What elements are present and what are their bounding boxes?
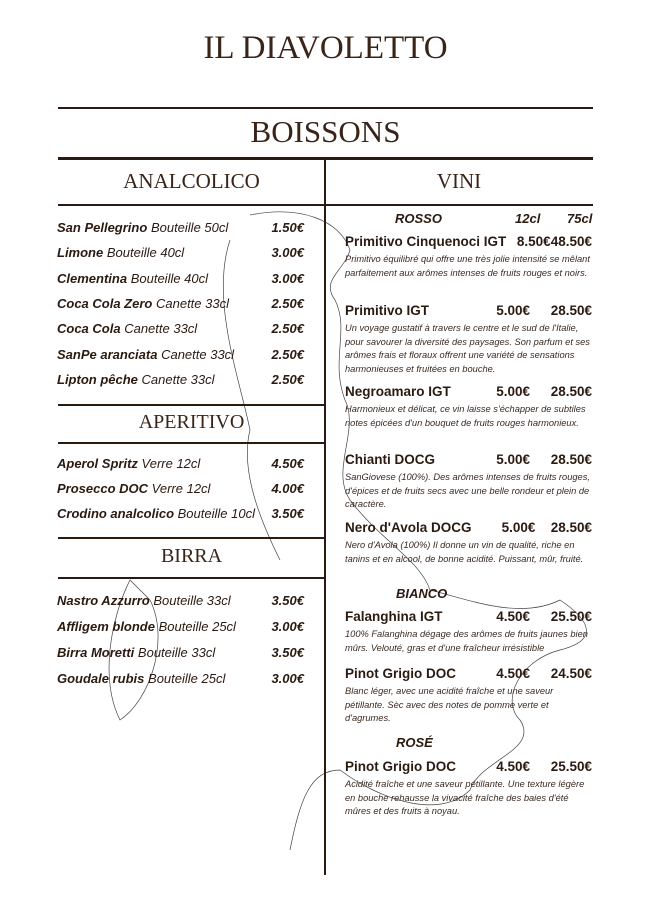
wine-price-glass: 4.50€ [496,609,530,624]
drink-size: Canette 33cl [141,371,215,387]
drink-item [57,619,304,634]
divider [58,442,325,444]
drink-name: Crodino analcolico [57,506,175,521]
wine-name: Nero d'Avola DOCG [345,520,472,535]
wine-description: Harmonieux et délicat, ce vin laisse s'échapper de subtiles notes épicées d'un bouquet de fruits rouges harmonieux. [345,404,586,428]
divider [58,404,325,406]
drink-size: Bouteille 33cl [153,593,231,608]
drink-price: 3.50€ [271,593,304,608]
bianco-heading: BIANCO [396,586,448,601]
wine-description: Nero d'Avola (100%) Il donne un vin de qualité, riche en tanins et en alcool, de bonne acidité. Puissant, mûr, fruité. [345,540,584,564]
wine-price-glass: 5.00€ [496,384,530,399]
wine-price-glass: 4.50€ [496,666,530,681]
column-divider [324,158,326,875]
wine-item [345,666,592,726]
drink-name: Coca Cola Zero [57,295,153,311]
drink-size: Bouteille 50cl [150,220,229,235]
wine-description: 100% Falanghina dégage des arômes de fruits jaunes bien mûrs. Velouté, gras et d'une fraîcheur irrésistible [345,629,588,653]
wine-item [345,303,592,376]
drink-name: Lipton pêche [57,371,138,387]
drink-item [57,271,304,286]
wine-name: Primitivo Cinquenoci IGT [345,234,507,249]
drink-name: San Pellegrino [57,220,148,235]
wine-price-bottle: 28.50€ [550,303,592,318]
drink-item [57,372,304,387]
rosso-heading: ROSSO [395,211,442,226]
col-12cl: 12cl [515,211,541,226]
drink-price: 2.50€ [271,321,304,337]
divider [58,577,325,579]
drink-item [57,671,304,686]
wine-price-bottle: 28.50€ [550,384,592,399]
col-75cl: 75cl [567,211,593,226]
drink-item [57,347,304,362]
wine-item [345,234,592,280]
drink-name: Goudale rubis [57,671,145,686]
drink-item [57,321,304,336]
wine-name: Pinot Grigio DOC [345,759,456,774]
wine-item [345,609,592,655]
wine-description: Un voyage gustatif à travers le centre et le sud de l'Italie, pour savourer la diversité des paysages. Son parfum et ses arômes frais et floraux offrent une variété de sensations harmonieuses et fruitées en bouche. [345,323,590,374]
wine-price-bottle: 25.50€ [550,609,592,624]
wine-price-bottle: 48.50€ [550,234,592,249]
vini-heading: VINI [436,169,482,193]
birra-heading: BIRRA [160,545,223,567]
drink-name: Limone [57,245,104,261]
drink-item [57,481,304,496]
wine-price-bottle: 24.50€ [550,666,592,681]
drink-price: 2.50€ [271,346,304,362]
drink-name: SanPe aranciata [57,346,158,362]
wine-description: Blanc léger, avec une acidité fraîche et une saveur pétillante. Sèc avec des notes de pomme verte et d'agrumes. [345,686,554,724]
drink-size: Bouteille 10cl [177,506,255,521]
drink-name: Aperol Spritz [57,456,138,471]
drink-size: Bouteille 40cl [106,245,185,261]
drink-price: 4.00€ [271,481,304,496]
wine-price-glass: 5.00€ [496,452,530,467]
drink-size: Canette 33cl [124,321,198,337]
rose-heading: ROSÉ [396,735,433,750]
wine-description: Primitivo équilibré qui offre une très jolie intensité se mêlant parfaitement aux arômes intenses de fruits rouges et noirs. [345,254,590,278]
drink-price: 3.00€ [271,619,304,634]
drink-size: Bouteille 25cl [148,671,226,686]
drink-name: Nastro Azzurro [57,593,150,608]
drink-price: 3.00€ [271,270,304,286]
divider [58,537,325,539]
drink-name: Birra Moretti [57,645,135,660]
drink-size: Verre 12cl [141,456,201,471]
wine-item [345,384,592,430]
drink-price: 3.50€ [271,645,304,660]
drink-name: Coca Cola [57,321,121,337]
wine-price-glass: 4.50€ [496,759,530,774]
drink-size: Canette 33cl [155,295,229,311]
drink-size: Verre 12cl [151,481,211,496]
drink-size: Canette 33cl [161,346,235,362]
restaurant-name: IL DIAVOLETTO [203,30,448,66]
drink-name: Affligem blonde [57,619,155,634]
wine-name: Primitivo IGT [345,303,430,318]
wine-price-glass: 8.50€ [516,234,551,249]
drink-size: Bouteille 25cl [158,619,236,634]
wine-item [345,759,592,819]
analcolico-heading: ANALCOLICO [123,169,260,193]
divider [58,204,593,206]
drink-name: Clementina [57,270,128,286]
wine-name: Chianti DOCG [345,452,435,467]
drink-size: Bouteille 33cl [137,645,216,660]
drink-item [57,645,304,660]
wine-price-bottle: 28.50€ [550,520,592,535]
drink-price: 2.50€ [271,295,304,311]
wine-description: Acidité fraîche et une saveur pétillante. Une texture légère en bouche rehausse la vivacité fraîche des baies d'été mûres et des fruits à noyau. [345,779,585,817]
drink-price: 3.50€ [271,506,304,521]
wine-item [345,520,592,566]
drink-item [57,506,304,521]
drink-price: 2.50€ [271,371,304,387]
drink-item [57,296,304,311]
drink-price: 3.00€ [271,671,304,686]
drink-price: 4.50€ [271,456,304,471]
drink-price: 1.50€ [271,220,304,235]
drink-item [57,220,304,235]
drink-name: Prosecco DOC [57,481,149,496]
wine-name: Falanghina IGT [345,609,443,624]
wine-item [345,452,592,512]
wine-name: Negroamaro IGT [345,384,451,399]
wine-description: SanGiovese (100%). Des arômes intenses de fruits rouges, d'épices et de fruits secs avec une belle rondeur et plein de caractère. [345,472,590,510]
drink-size: Bouteille 40cl [130,270,209,286]
aperitivo-heading: APERITIVO [138,411,245,433]
divider [58,107,593,109]
wine-name: Pinot Grigio DOC [345,666,456,681]
drink-price: 3.00€ [271,245,304,261]
wine-price-glass: 5.00€ [496,303,530,318]
wine-price-glass: 5.00€ [501,520,536,535]
drink-item [57,245,304,260]
drink-item [57,456,304,471]
wine-price-bottle: 25.50€ [550,759,592,774]
section-title: BOISSONS [250,114,401,149]
wine-price-bottle: 28.50€ [550,452,592,467]
drink-item [57,593,304,608]
